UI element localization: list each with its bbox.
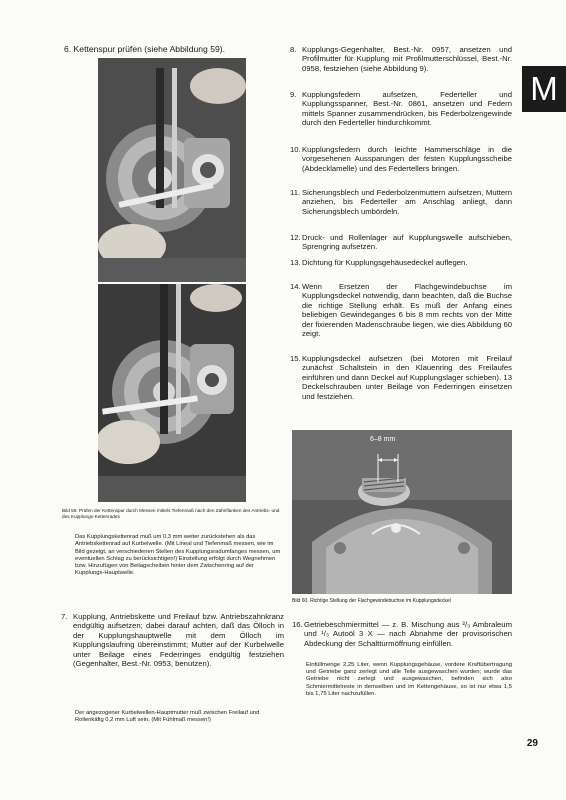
figure-60-dimension-label: 6–8 mm [370, 436, 396, 443]
step-7 [61, 612, 284, 668]
step-15 [290, 354, 512, 401]
clutch-gauge-photo-top [98, 58, 246, 282]
step-10-text: Kupplungsfedern durch leichte Hammerschläge in die vorgesehenen Aussparungen der festen Kupplungsscheibe (Abdecklamelle) und des Federtellers bringen. [302, 145, 512, 173]
step-15-number: 15. [290, 354, 301, 363]
note-chain-offset: Das Kupplungskettenrad muß um 0,3 mm weiter zurückstehen als das Antriebskettenrad auf Kurbelwelle. (Mit Lineal und Tiefenmaß messen, wie im Bild gezeigt, an verschiedenen Stellen des Kupplungsradumfanges messen, um eventuellen Schlag zu berücksichtigen!) Einstellung erfolgt durch Wegnehmen bzw. Hinzufügen von Beilagscheiben hinter dem Zwischenring auf der Kupplungs-Hauptwelle. [75, 534, 281, 577]
step-13 [290, 258, 512, 267]
clutch-gauge-photo-bottom [98, 284, 246, 502]
section-tab-letter: M [522, 66, 566, 112]
step-6-heading: 6. Kettenspur prüfen (siehe Abbildung 59). [64, 44, 226, 54]
step-8-text: Kupplungs-Gegenhalter, Best.-Nr. 0957, ansetzen und Profilmutter für Kupplung mit Profilmutterschlüssel, Best.-Nr. 0958, festziehen (siehe Abbildung 9). [302, 45, 512, 73]
figure-60-caption: Bild 60. Richtige Stellung der Flachgewindebuchse im Kupplungsdeckel [292, 598, 451, 604]
step-10 [290, 145, 512, 173]
step-9-text: Kupplungsfedern aufsetzen, Federteller und Kupplungsspanner, Best.-Nr. 0861, ansetzen und Federn mittels Spanner zusammendrücken, bis Federbolzengewinde durch den Federteller hindurchkommt. [302, 90, 512, 128]
step-12 [290, 233, 512, 252]
step-11-number: 11. [290, 188, 301, 197]
step-12-text: Druck- und Rollenlager auf Kupplungswelle aufschieben, Sprengring aufsetzen. [302, 233, 512, 252]
step-8 [290, 45, 512, 73]
step-13-text: Dichtung für Kupplungsgehäusedeckel auflegen. [302, 258, 468, 267]
figure-59-photo-bottom [98, 284, 246, 502]
page-number: 29 [526, 738, 538, 749]
figure-59-photo-top [98, 58, 246, 282]
step-11 [290, 188, 512, 216]
step-16-text: Getriebeschmiermittel — z. B. Mischung aus ²/₃ Ambraleum und ¹/₃ Autoöl 3 X — nach Abnahme der provisorischen Abdeckung der Schaltturmöffnung einfüllen. [304, 620, 512, 648]
figure-60-photo [292, 430, 512, 594]
step-9-number: 9. [290, 90, 297, 99]
step-16-number: 16. [292, 620, 303, 629]
step-11-text: Sicherungsblech und Federbolzenmuttern aufsetzen, Muttern anziehen, bis Federteller am Anschlag anliegt, dann Sicherungsblech umbördeln. [302, 188, 512, 216]
note-fill-quantity: Einfüllmenge 2,25 Liter, wenn Kupplungsgehäuse, vordere Kraftübertragung und Getriebe ganz zerlegt und alle Teile ausgewaschen wurden; wurde das Getriebe nicht zerlegt und ausgewaschen, befinden sich also Schmiermittelreste in demselben und im Kettengehäuse, so ist nur etwa 1,5 bis 1,75 Liter nachzufüllen. [306, 662, 512, 697]
step-8-number: 8. [290, 45, 297, 54]
step-15-text: Kupplungsdeckel aufsetzen (bei Motoren mit Freilauf zunächst Schaltstein in den Klauenring des Freilaufes einführen und dann Deckel auf Kupplungslager schieben). 13 Deckelschrauben unter Beilage von Federringen einsetzen und festziehen. [302, 354, 512, 401]
note-clearance: Der angezogener Kurbelwellen-Hauptmutter muß zwischen Freilauf und Rollenkäfig 0,2 mm Luft sein. (Mit Fühlmaß messen!) [75, 710, 260, 724]
step-10-number: 10. [290, 145, 301, 154]
step-9 [290, 90, 512, 128]
step-12-number: 12. [290, 233, 301, 242]
step-14-text: Wenn Ersetzen der Flachgewindebuchse im Kupplungsdeckel notwendig, dann beachten, daß die Buchse die richtige Stellung erhält. Es muß der Anfang eines beliebigen Gewindeganges 6 bis 8 mm rechts von der Mitte der fixierenden Madenschraube liegen, wie dies Abbildung 60 zeigt. [302, 282, 512, 339]
step-7-text: Kupplung, Antriebskette und Freilauf bzw. Antriebszahnkranz endgültig aufsetzen; dabei darauf achten, daß das Ölloch in der Kupplungshauptwelle mit dem Ölloch im Kupplungslaufring übereinstimmt; Mutter auf der Kurbelwelle unter Beilage eines Federringes endgültig festziehen (Gegenhalter, Best.-Nr. 0953, benutzen). [73, 612, 284, 669]
step-16 [292, 620, 512, 648]
step-14 [290, 282, 512, 338]
step-14-number: 14. [290, 282, 301, 291]
threaded-bush-photo [292, 430, 512, 594]
step-13-number: 13. [290, 258, 301, 267]
figure-59-caption: Bild 59. Prüfen der Kettenspur durch Messen mittels Tiefenmaß nach den Zahnflanken des Antriebs- und des Kupplungs-Kettenrades [62, 508, 280, 520]
step-7-number: 7. [61, 612, 68, 621]
